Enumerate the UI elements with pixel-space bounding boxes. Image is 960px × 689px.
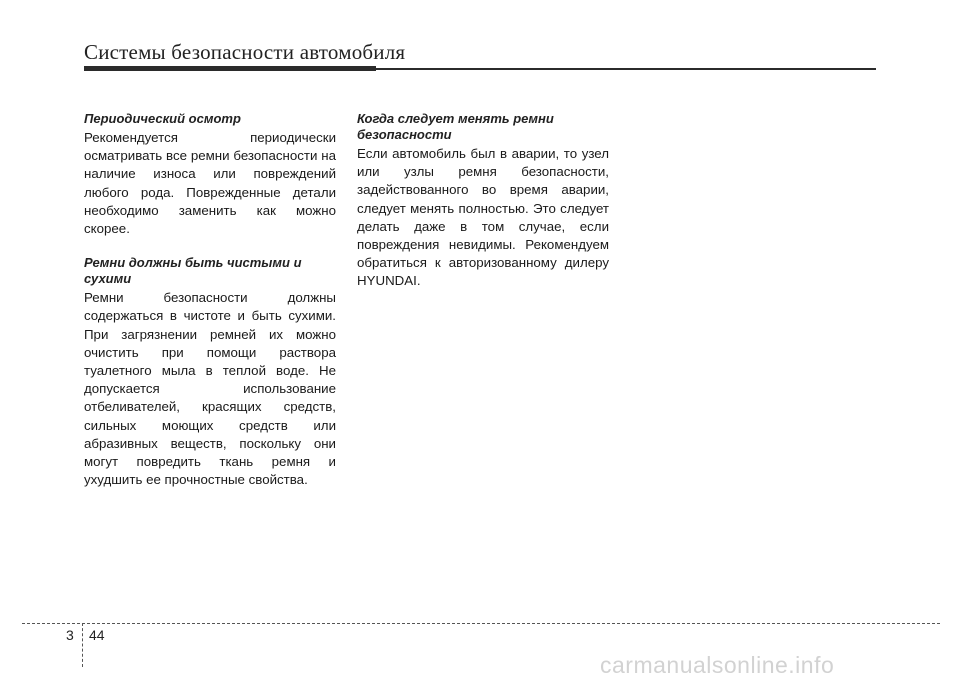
footer-dashed-divider (82, 623, 83, 667)
section-body-periodic-inspection: Рекомендуется периодически осматривать все ремни безопасности на наличие износа или повреждений любого рода. Поврежденные детали необходимо заменить как можно скорее. (84, 130, 336, 237)
page-title: Системы безопасности автомобиля (84, 40, 406, 64)
left-column (84, 111, 336, 489)
watermark: carmanualsonline.info (600, 652, 835, 678)
footer-dashed-rule (22, 623, 940, 624)
header-rule-thin (376, 68, 876, 70)
right-column (357, 111, 609, 291)
section-heading-periodic-inspection: Периодический осмотр (84, 111, 241, 126)
section-body-clean-dry: Ремни безопасности должны содержаться в чистоте и быть сухими. При загрязнении ремней их можно очистить при помощи раствора туалетного мыла в теплой воде. Не допускается использование отбеливателей, красящих средств, сильных моющих средств или абразивных веществ, поскольку они могут повредить ткань ремня и ухудшить ее прочностные свойства. (84, 290, 336, 488)
header-rule-thick (84, 66, 376, 71)
section-heading-clean-dry: Ремни должны быть чистыми и сухими (84, 255, 302, 287)
chapter-number: 3 (66, 627, 74, 643)
page-number: 44 (89, 627, 105, 643)
section-body-when-to-replace: Если автомобиль был в аварии, то узел или узлы ремня безопасности, задействованного во время аварии, следует менять полностью. Это следует делать даже в том случае, если повреждения невидимы. Рекомендуем обратиться к авторизованному дилеру HYUNDAI. (357, 146, 609, 289)
section-heading-when-to-replace: Когда следует менять ремни безопасности (357, 111, 554, 142)
